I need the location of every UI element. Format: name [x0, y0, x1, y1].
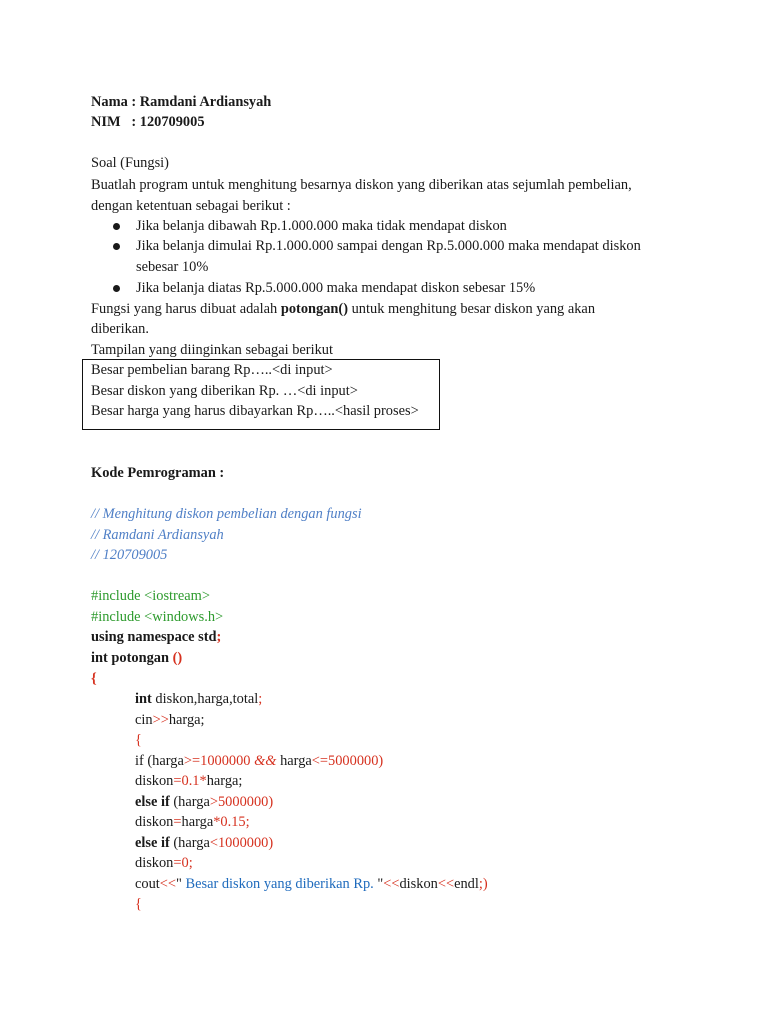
box-line-2: Besar diskon yang diberikan Rp. …<di input> — [91, 383, 358, 399]
fungsi-line-2: diberikan. — [91, 321, 149, 337]
bullet-marker — [113, 243, 120, 250]
code-var: diskon — [135, 855, 174, 871]
code-op-and: && — [250, 753, 281, 769]
code-cin-rest: harga; — [168, 712, 205, 728]
code-var: harga — [181, 814, 214, 830]
code-line-diskon-1 — [135, 771, 242, 791]
code-var: diskon — [399, 876, 438, 892]
code-num-5000000: 5000000) — [328, 753, 384, 769]
code-op-eq: = — [173, 773, 182, 789]
box-line-3: Besar harga yang harus dibayarkan Rp…..<hasil proses> — [91, 403, 419, 419]
bullet-marker — [113, 285, 120, 292]
code-func-decl — [91, 648, 182, 668]
code-func-parens: () — [172, 650, 183, 666]
code-using-namespace — [91, 627, 221, 647]
student-nim: NIM : 120709005 — [91, 114, 205, 130]
code-decl-vars: diskon,harga,total — [151, 691, 259, 707]
code-op-le: <= — [311, 753, 329, 769]
code-cin: cin — [135, 712, 153, 728]
code-brace-open-3: { — [135, 896, 142, 912]
soal-intro-line-1: Buatlah program untuk menghitung besarnya diskon yang diberikan atas sejumlah pembelian, — [91, 177, 632, 193]
soal-intro-line-2: dengan ketentuan sebagai berikut : — [91, 198, 291, 214]
bullet-item-2-cont: sebesar 10% — [136, 259, 209, 275]
code-num-1000000: 1000000 — [200, 753, 251, 769]
code-op-shl: << — [159, 876, 177, 892]
fungsi-post: untuk menghitung besar diskon yang akan — [348, 301, 596, 317]
code-var: diskon — [135, 773, 174, 789]
code-cond: (harga — [169, 794, 210, 810]
code-using-text: using namespace std — [91, 629, 217, 645]
code-op-eq: = — [173, 814, 182, 830]
code-include-windows: #include <windows.h> — [91, 609, 224, 625]
code-num: 0 — [181, 855, 189, 871]
code-line-cout — [135, 874, 488, 894]
code-semicolon: ; — [216, 629, 222, 645]
code-if-b: harga — [280, 753, 312, 769]
code-else-if: else if — [135, 835, 170, 851]
kode-title: Kode Pemrograman : — [91, 465, 225, 481]
code-comment-1: // Menghitung diskon pembelian dengan fungsi — [91, 506, 362, 522]
code-line-diskon-2 — [135, 812, 250, 832]
code-line-elseif-1 — [135, 792, 273, 812]
code-num: 0.1 — [181, 773, 200, 789]
code-op-shl: << — [383, 876, 400, 892]
code-op-shr: >> — [152, 712, 169, 728]
code-line-elseif-2 — [135, 833, 273, 853]
fungsi-pre: Fungsi yang harus dibuat adalah — [91, 301, 281, 317]
code-op-ge: >= — [183, 753, 201, 769]
code-op-gt: > — [209, 794, 218, 810]
code-quote: " — [176, 876, 182, 892]
code-end: ;) — [478, 876, 488, 892]
code-num: 5000000) — [217, 794, 274, 810]
code-endl: endl — [454, 876, 479, 892]
code-var: diskon — [135, 814, 174, 830]
code-line-if — [135, 751, 383, 771]
code-num: 0.15; — [220, 814, 250, 830]
code-if-a: if (harga — [135, 753, 184, 769]
code-semicolon: ; — [258, 691, 263, 707]
bullet-marker — [113, 223, 120, 230]
code-include-iostream: #include <iostream> — [91, 588, 210, 604]
student-name: Nama : Ramdani Ardiansyah — [91, 94, 272, 110]
code-else-if: else if — [135, 794, 170, 810]
code-brace-open: { — [91, 671, 97, 687]
code-line-decl — [135, 689, 262, 709]
code-op-lt: < — [209, 835, 218, 851]
code-string: Besar diskon yang diberikan Rp. — [181, 876, 378, 892]
tampilan-text: Tampilan yang diinginkan sebagai berikut — [91, 342, 333, 358]
code-quote: " — [377, 876, 384, 892]
code-func-text: int potongan — [91, 650, 173, 666]
code-num: 1000000) — [217, 835, 274, 851]
box-line-1: Besar pembelian barang Rp…..<di input> — [91, 362, 333, 378]
code-var: harga; — [206, 773, 243, 789]
code-op-mul: * — [213, 814, 221, 830]
code-op-mul: * — [199, 773, 207, 789]
soal-title: Soal (Fungsi) — [91, 155, 169, 171]
code-comment-2: // Ramdani Ardiansyah — [91, 527, 224, 543]
code-comment-3: // 120709005 — [91, 547, 168, 563]
code-line-cin — [135, 710, 205, 730]
bullet-item-3: Jika belanja diatas Rp.5.000.000 maka mendapat diskon sebesar 15% — [136, 280, 536, 296]
code-op-eq: = — [173, 855, 182, 871]
code-int-keyword: int — [135, 691, 152, 707]
fungsi-name: potongan() — [280, 301, 349, 317]
code-semicolon: ; — [188, 855, 193, 871]
code-cout: cout — [135, 876, 160, 892]
code-cond: (harga — [169, 835, 210, 851]
code-op-shl: << — [437, 876, 455, 892]
bullet-item-1: Jika belanja dibawah Rp.1.000.000 maka tidak mendapat diskon — [136, 218, 507, 234]
bullet-item-2: Jika belanja dimulai Rp.1.000.000 sampai dengan Rp.5.000.000 maka mendapat diskon — [136, 238, 641, 254]
fungsi-line-1 — [91, 299, 595, 319]
code-brace-open-2: { — [135, 732, 142, 748]
code-line-diskon-3 — [135, 853, 193, 873]
